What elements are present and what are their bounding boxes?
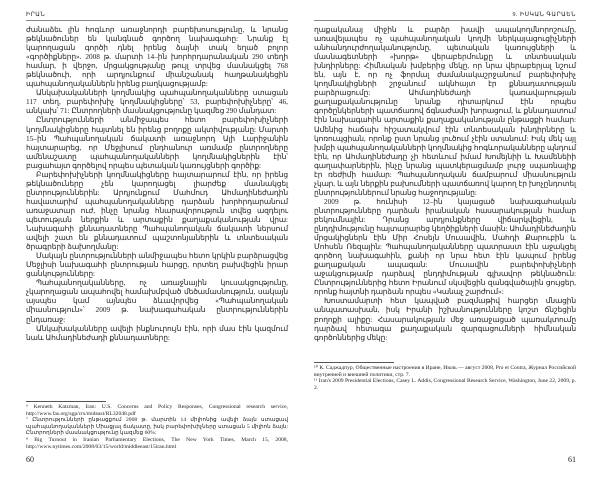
paragraph: Ընտրությունների անմիջապես հետո բարեփոխիչների կողմնակիցները հայտնել են իրենց բողոքը ակտիվությանը: Մարտի 15–ին Պահպանողական ճակատի առաջնորդ Ալի Լարիջանին հայտարարեց, որ Մեջլիսում ընդհանուր առմամբ ընտրողները ամենաշատը պահպանողականների կողմնակիցներին էին՝ բացահայտ գործելով որպես պետական կառույցների գործիք:: [26, 115, 288, 170]
footnote: ¹⁰ К. Саджадпур, Общественные настроения в Иране, Июль — август 2008, Pro et Contra, Журнал Российской внутренней и внешней политики, стр. 7.: [314, 365, 576, 378]
paragraph: Բարեփոխիչների կողմնակիցները հայտարարում էին, որ իրենց թեկնածուները չեն կարողացել լիարժեք մասնակցել ընտրություններին: Արդյունքում Մահմուդ Ահմադինեժադին հավատարիմ պահպանողականները դարձան խորհրդարանում առաջատար ուժ, ինչը նրանց հնարավորություն տվեց ազդելու պետության ներքին և արտաքին քաղաքականության վրա: Նախագահի քննադատները Պահպանողական ճակատի ներսում ավելի շատ են քննադատում պաշտոնյաներին և տնտեսական ծրագրերի ձախողմանը:: [26, 169, 288, 252]
footnote: ⁶ Kenneth Katzman, Iran: U.S. Concerns and Policy Responses, Congressional research service, http://www.fas.org/sgp/crs/mideast/RL32048.pdf: [26, 404, 288, 417]
left-header-title: ԻՐԱՆ: [26, 12, 46, 18]
paragraph: Խոստամարտի հետ կապված բազմաթիվ հարցեր մնացին անպատասխան, իսկ Իրանի իշխանությունները կոշտ ճնշեցին բողոքի ալիքը: Հասարակության մեջ առաջացած պառակտումը դարձավ հետագա քաղաքական զարգացումների հիմնական գործոններից մեկը:: [314, 296, 576, 342]
right-header-title: 9. ԻՍԿԱՆ ԳԱՐԱԵՆ: [512, 12, 576, 18]
paragraph: Անկախականները ավելի ինքնուրույն էին, որի մաս էին կազմում նաև Ահմադինեժադի քննադատները:: [26, 323, 288, 342]
footnote-divider: [26, 401, 106, 402]
paragraph: ղաքականայ միջին և բարձր խավի ապակողմնորոշումը, առավելապես ոչ պահպանողական կողմի ներկայացուցիչների անհանդուրժողականությունը, պետական կառույցների և մասնագետների «խորթ» վերաբերմունքը և տնտեսական խնդիրները: Հիմնական խմբերից մեկը, որ նրա վերաբերյալ նշում են, այն է, որ ոչ ֆորմալ ժամանակաշրջանում բարեփոխիչ կողմնակիցների շրջանում ակնհայտ էր քննադատության բարձրացումը: Ահմադինեժադի կառավարության քաղաքականությունը նրանք դիտարկում էին որպես գործընկերների պատճառով ճգնաժամի խորացում, և քննադատում էին նախագահին արտաքին քաղաքականության ընթացքի համար: Ամենից հաճախ հիշատակվում էին տնտեսական խնդիրները և կոռուպցիան, որոնք ըստ նրանց լուծում չէին ստանում: Իսկ մեկ այլ խմբի պահպանողականների կողմնակից հոգևորականները պնդում էին, որ Ահմադինեժադը չի հետևում իմամ Խոմեյնիի և Խամենեիի գաղափարներին, ինչը նրանց պատկերացմամբ լուրջ սպառնալիք էր ռեժիմի համար: Պահպանողական ճամբարում միասնություն չկար, և այն ներքին բախումների պատճառով կարող էր խոչընդոտել ընտրություններում նրանց հաջողությանը:: [314, 25, 576, 197]
left-footnotes: [26, 401, 288, 450]
right-running-header: [314, 0, 576, 21]
paragraph: Պահպանողականները, ոչ առաջնային կուսակցությունը, չկարողացան ապահովել համախմբված մեծամասնություն, սակայն այսպես կամ այնպես ձևավորվեց «Պահպանողական միասնություն»՝ 2009 թ. նախագահական ընտրություններին ընդառաջ:: [26, 278, 288, 324]
right-page: [300, 0, 600, 496]
right-footnotes: [314, 362, 576, 391]
footnote-divider: [314, 362, 394, 363]
right-page-number: 61: [568, 455, 576, 464]
left-running-header: [26, 0, 288, 21]
paragraph: 2009 թ. հունիսի 12–ին կայացած նախագահական ընտրությունները դարձան իրանական հասարակության համար բեկումնային: Դրանց արդյունքները վիճարկվեցին, և ընդդիմությունը հայտարարեց կեղծիքների մասին: Ահմադինեժադին մրցակիցներն էին Միր Հոսեյն Մուսավին, Մահդի Քարուբին և Մոհսեն Ռեզային: Պահպանողականները պատրաստ էին աջակցել գործող նախագահին, քանի որ նրա հետ էին կապում իրենց քաղաքական ապագան: Մուսավին բարեփոխիչների աջակցությամբ դարձավ ընդդիմության գլխավոր թեկնածուն: Ընտրություններից հետո Իրանում սկսվեցին զանգվածային ցույցեր, որոնք հայտնի դարձան որպես «Կանաչ շարժում»:: [314, 196, 576, 297]
right-body-text: [314, 25, 576, 342]
left-page-number: 60: [26, 455, 34, 464]
footnote: ⁸ Big Turnout in Iranian Parliamentary Elections, The New York Times, March 15, 2008, http://www.nytimes.com/2008/03/15/world/middleeast/15iran.html: [26, 436, 288, 450]
footnote: ⁷ Ընտրությունների ընթացքում 2008 թ. մարտին 14 միլիոնից ավելի ձայն ստացավ պահպանողականների Միացյալ ճակատը, իսկ բարեփոխիչները ստացան 5 միլիոն ձայն: Ընտրողների մասնակցությունը կազմեց 60%:: [26, 417, 288, 437]
paragraph: Անկախականների կողմնակից պահպանողականները ստացան 117 տեղ, բարեփոխիչ կողմնակիցները՝ 53, բարեփոխիչները՝ 46, անկախ՝ 71: Ընտրողների մասնակցությունը կազմեց 290 մանդատ:: [26, 88, 288, 116]
footnote: ¹¹ Iran's 2009 Presidential Elections, Casey L. Addis, Congressional Research Service, Washington, June 22, 2009, p. 2.: [314, 378, 576, 391]
left-body-text: [26, 25, 288, 342]
paragraph: Մակայն ընտրությունների անմիջապես հետո կրկին բարձրացվեց Մեջլիսի նախագահի ընտրության հարցը, որտեղ բախվեցին իրար ցանկությունները:: [26, 251, 288, 279]
paragraph: ժանաձեւ լին հոգևոր առաջնորդի բարեխոսությունը, և նրանց թեկնածուներ են կանգնած գործող նախագահը: Նրանք էլ կարողացան գործի դնել իրենց ձայնի տակ եղած բոլոր «գործիքները». 2008 թ. մարտի 14–ին խորհրդարանական 290 տեղի համար, ի վերջո, մրցակցությանը թույլ տրվեց մասնակցել 768 թեկնածուի, որի արդյունքում միանշանակ հաղթանակեցին պահպանողականներն իրենց բաղկացությամբ:: [26, 25, 288, 89]
